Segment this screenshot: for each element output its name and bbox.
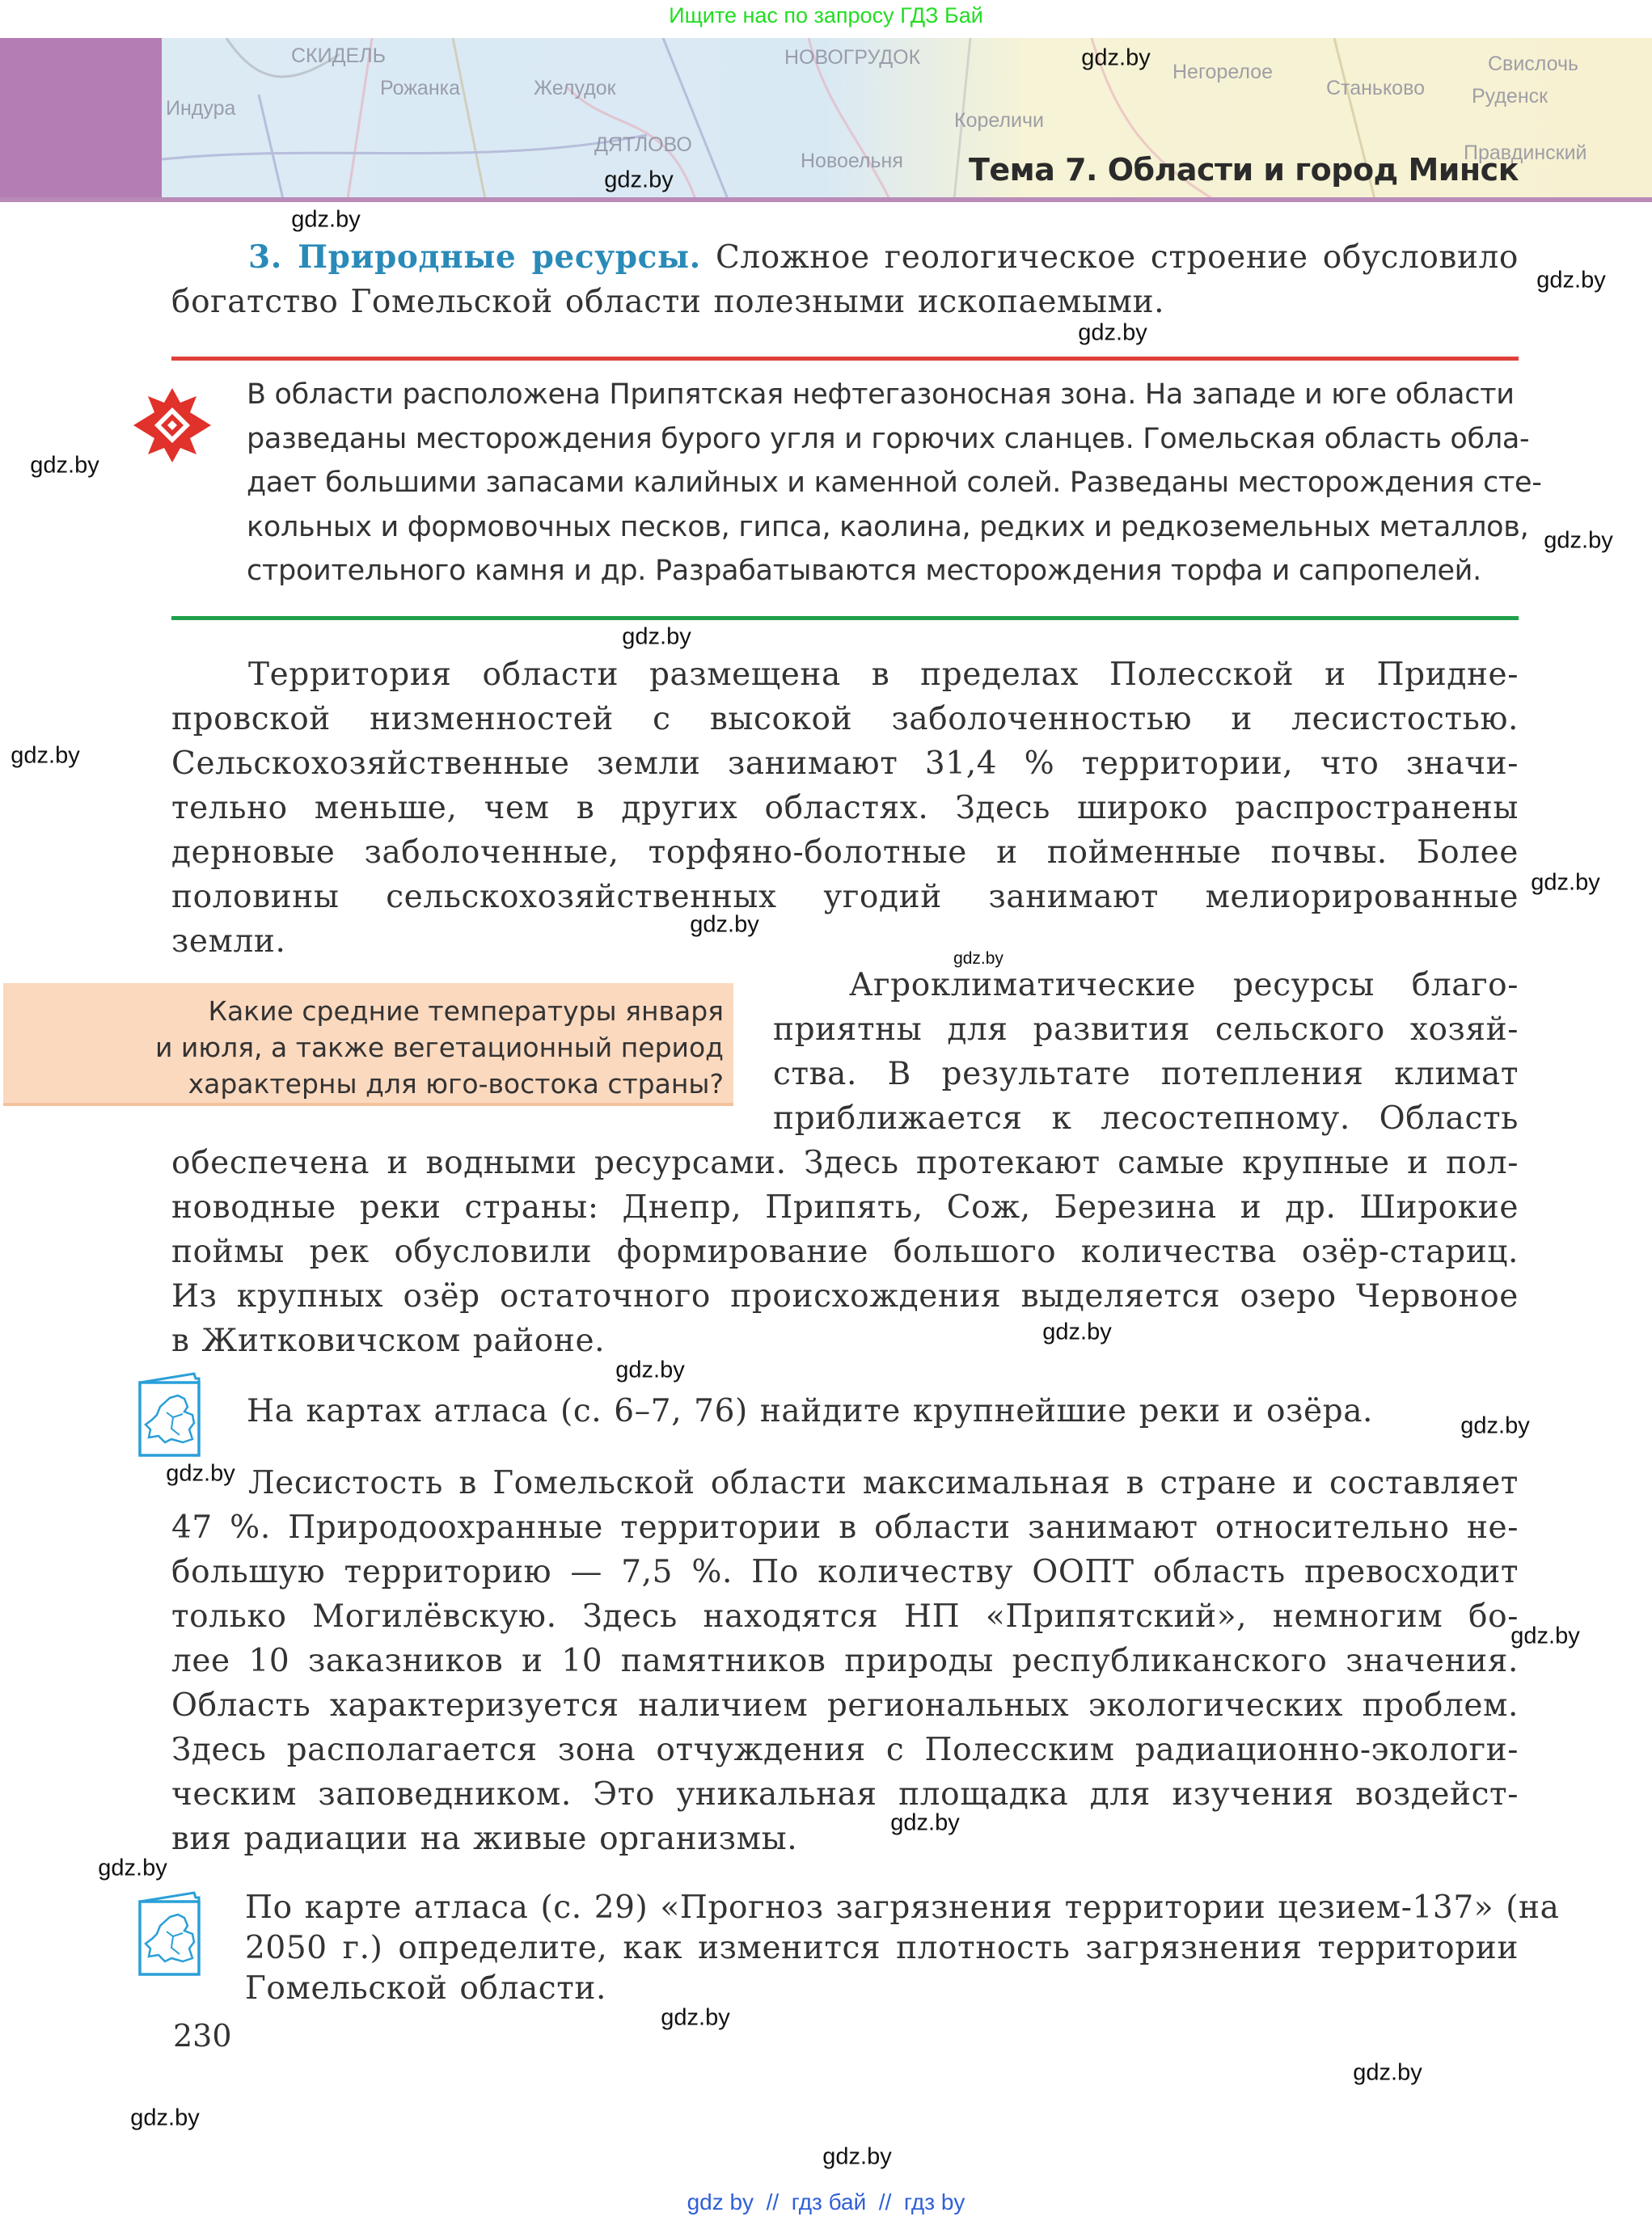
watermark: gdz.by — [890, 1809, 960, 1836]
chapter-title: Тема 7. Области и город Минск — [968, 152, 1519, 188]
question-box: Какие средние температуры января и июля, а также вегетационный период характерны для юго-востока страны? — [3, 983, 733, 1106]
belarusian-ornament-icon — [133, 388, 211, 462]
watermark: gdz.by — [953, 949, 1003, 968]
watermark: gdz.by — [291, 206, 361, 233]
map-label: Свислочь — [1488, 53, 1579, 75]
paragraph-agroclimate: Агроклиматические ресурсы благо- приятны для развития сельского хозяй- ства. В результате потепления климат приближается к лесостепному. Область обеспечена и водными ресурсами. Здесь протекают самые крупные и пол- новодные реки страны: Днепр, Припять, Сож, Березина и др. Широкие поймы рек обусловили формирование большого количества озёр-стариц. Из крупных озёр остаточного происхождения выделяется озеро Червоное в Житковичском районе. — [171, 967, 1519, 1359]
header-divider — [0, 197, 1652, 202]
map-label: СКИДЕЛЬ — [291, 44, 387, 67]
footer-links[interactable]: gdz by // гдз бай // гдз by — [687, 2189, 965, 2214]
watermark: gdz.by — [1081, 44, 1151, 71]
watermark: gdz.by — [690, 911, 759, 938]
watermark: gdz.by — [1353, 2059, 1422, 2086]
watermark: gdz.by — [604, 167, 674, 193]
atlas-icon — [137, 1891, 203, 1977]
section-heading: 3. Природные ресурсы. — [248, 239, 701, 276]
map-label: Рожанка — [380, 77, 461, 99]
map-label: Правдинский — [1464, 141, 1587, 164]
watermark: gdz.by — [1042, 1319, 1112, 1345]
watermark: gdz.by — [1544, 527, 1613, 554]
info-box-top-rule — [171, 357, 1519, 361]
watermark: gdz.by — [615, 1357, 685, 1383]
paragraph-forest: Лесистость в Гомельской области максимальная в стране и составляет 47 %. Природоохранные территории в области занимают относительно не- большую территорию — 7,5 %. По количеству ООПТ область превосходит только Могилёвскую. Здесь находятся НП «Припятский», немногим бо- лее 10 заказников и 10 памятников природы республиканского значения. Область характеризуется наличием региональных экологических проблем. Здесь располагается зона отчуждения с Полесским радиационно-экологи- ческим заповедником. Это уникальная площадка для изучения воздейст- вия радиации на живые организмы. — [171, 1465, 1519, 1857]
watermark: gdz.by — [1510, 1623, 1580, 1649]
watermark: gdz.by — [1536, 267, 1606, 293]
map-label: Негорелое — [1172, 61, 1274, 83]
atlas-task-1: На картах атласа (с. 6–7, 76) найдите крупнейшие реки и озёра. — [247, 1393, 1374, 1429]
map-label: Желудок — [534, 77, 616, 99]
watermark: gdz.by — [1460, 1412, 1530, 1439]
watermark: gdz.by — [822, 2143, 892, 2170]
map-label: НОВОГРУДОК — [784, 46, 921, 69]
info-box-bottom-rule — [171, 616, 1519, 620]
watermark: gdz.by — [98, 1855, 167, 1881]
map-label: ДЯТЛОВО — [594, 133, 692, 156]
atlas-icon — [137, 1372, 203, 1458]
map-label: Индура — [166, 97, 236, 120]
watermark: gdz.by — [1078, 319, 1147, 346]
watermark: gdz.by — [30, 452, 99, 479]
page-number: 230 — [173, 2018, 232, 2054]
map-label: Новоельня — [801, 150, 903, 172]
section-intro: 3. Природные ресурсы. Сложное геологическое строение обусловило богатство Гомельской области полезными ископаемыми. — [171, 239, 1519, 320]
info-box-text: В области расположена Припятская нефтегазоносная зона. На западе и юге области разведаны месторождения бурого угля и горючих сланцев. Гомельская область обла- дает большими запасами калийных и каменной солей. Разведаны месторождения сте- кольных и формовочных песков, гипса, каолина, редких и редкоземельных металлов, строительного камня и др. Разрабатываются месторождения торфа и сапропелей. — [247, 378, 1542, 587]
watermark: gdz.by — [11, 742, 80, 769]
atlas-task-2: По карте атласа (с. 29) «Прогноз загрязнения территории цезием-137» (на 2050 г.) определите, как изменится плотность загрязнения территории Гомельской области. — [245, 1889, 1560, 2007]
watermark: gdz.by — [622, 623, 691, 650]
map-label: Станьково — [1326, 77, 1425, 99]
chapter-color-tab — [0, 38, 162, 199]
watermark: gdz.by — [166, 1460, 235, 1487]
search-hint: Ищите нас по запросу ГДЗ Бай — [669, 3, 983, 27]
watermark: gdz.by — [661, 2004, 730, 2031]
paragraph-territory: Территория области размещена в пределах Полесской и Придне- провской низменностей с высокой заболоченностью и лесистостью. Сельскохозяйственные земли занимают 31,4 % территории, что значи- тельно меньше, чем в других областях. Здесь широко распространены дерновые заболоченные, торфяно-болотные и пойменные почвы. Более половины сельскохозяйственных угодий занимают мелиорированные земли. — [171, 657, 1519, 960]
map-label: Кореличи — [954, 109, 1044, 132]
watermark: gdz.by — [130, 2105, 200, 2131]
map-label: Руденск — [1472, 85, 1548, 108]
watermark: gdz.by — [1531, 869, 1600, 896]
